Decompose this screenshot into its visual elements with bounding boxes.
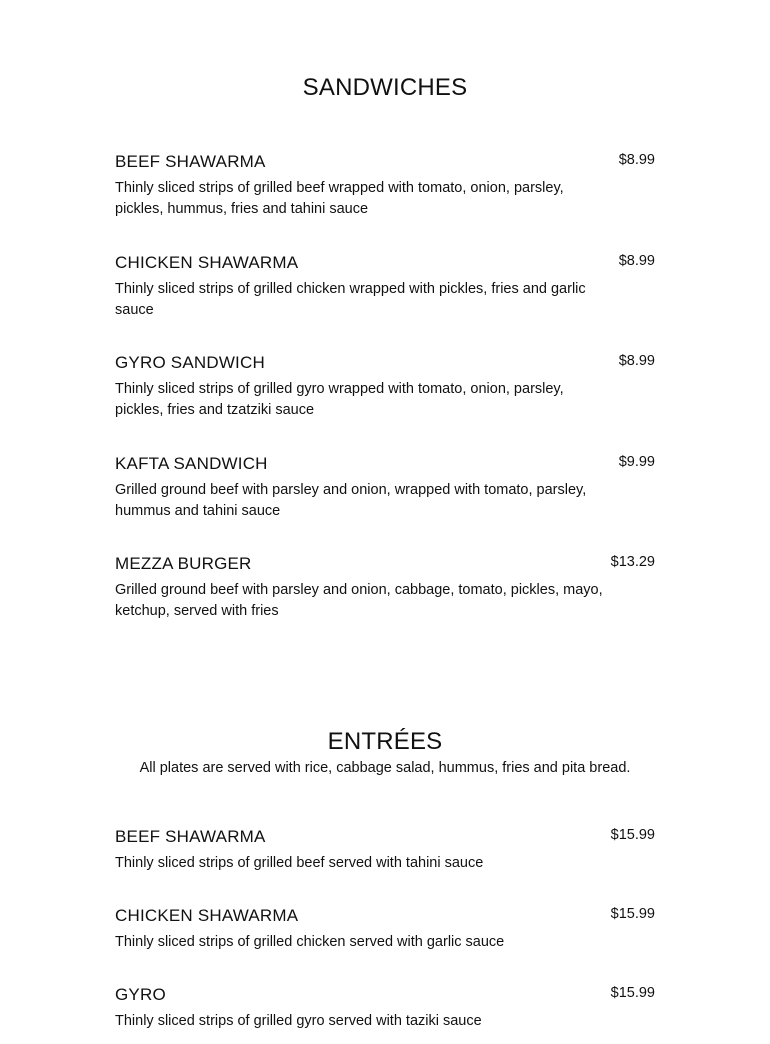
menu-item-price: $15.99 — [610, 827, 655, 843]
menu-item — [115, 351, 655, 421]
menu-item-header — [115, 904, 655, 926]
menu-item-name: GYRO — [115, 985, 166, 1004]
menu-item — [115, 552, 655, 622]
menu-item-description: Thinly sliced strips of grilled beef served with tahini sauce — [115, 855, 484, 871]
menu-item-name: BEEF SHAWARMA — [115, 152, 266, 171]
menu-item-description: Grilled ground beef with parsley and onion, cabbage, tomato, pickles, mayo, ketchup, served with fries — [115, 582, 603, 619]
menu-item-price: $15.99 — [610, 906, 655, 922]
menu-item-description: Grilled ground beef with parsley and onion, wrapped with tomato, parsley, hummus and tahini sauce — [115, 482, 587, 519]
menu-item-price: $8.99 — [618, 152, 655, 168]
menu-item — [115, 983, 655, 1032]
menu-item-name: MEZZA BURGER — [115, 554, 252, 573]
menu-item-description: Thinly sliced strips of grilled chicken wrapped with pickles, fries and garlic sauce — [115, 281, 586, 318]
menu-item-price: $8.99 — [618, 353, 655, 369]
menu-item-price: $9.99 — [618, 454, 655, 470]
section-title-sandwiches: SANDWICHES — [302, 74, 468, 101]
menu-item-price: $8.99 — [618, 253, 655, 269]
menu-item — [115, 825, 655, 874]
menu-item-description: Thinly sliced strips of grilled beef wrapped with tomato, onion, parsley, pickles, hummus, fries and tahini sauce — [115, 180, 564, 217]
menu-item — [115, 904, 655, 953]
menu-item-name: BEEF SHAWARMA — [115, 827, 266, 846]
section-title-entrees: ENTRÉES — [327, 728, 443, 755]
menu-item-name: GYRO SANDWICH — [115, 353, 265, 372]
menu-item-header — [115, 351, 655, 373]
menu-item-name: CHICKEN SHAWARMA — [115, 253, 299, 272]
menu-item-price: $15.99 — [610, 985, 655, 1001]
menu-item — [115, 452, 655, 522]
menu-item-name: KAFTA SANDWICH — [115, 454, 268, 473]
menu-item-description: Thinly sliced strips of grilled chicken served with garlic sauce — [115, 934, 505, 950]
menu-item-header — [115, 452, 655, 474]
menu-item-header — [115, 552, 655, 574]
section-note-entrees: All plates are served with rice, cabbage salad, hummus, fries and pita bread. — [139, 760, 631, 776]
menu-item-description: Thinly sliced strips of grilled gyro served with taziki sauce — [115, 1013, 482, 1029]
menu-item — [115, 251, 655, 321]
menu-item-header — [115, 983, 655, 1005]
menu-item-price: $13.29 — [610, 554, 655, 570]
menu-item-header — [115, 251, 655, 273]
menu-item-header — [115, 150, 655, 172]
menu-item-name: CHICKEN SHAWARMA — [115, 906, 299, 925]
menu-item-header — [115, 825, 655, 847]
menu-item — [115, 150, 655, 220]
menu-item-description: Thinly sliced strips of grilled gyro wrapped with tomato, onion, parsley, pickles, fries and tzatziki sauce — [115, 381, 564, 418]
